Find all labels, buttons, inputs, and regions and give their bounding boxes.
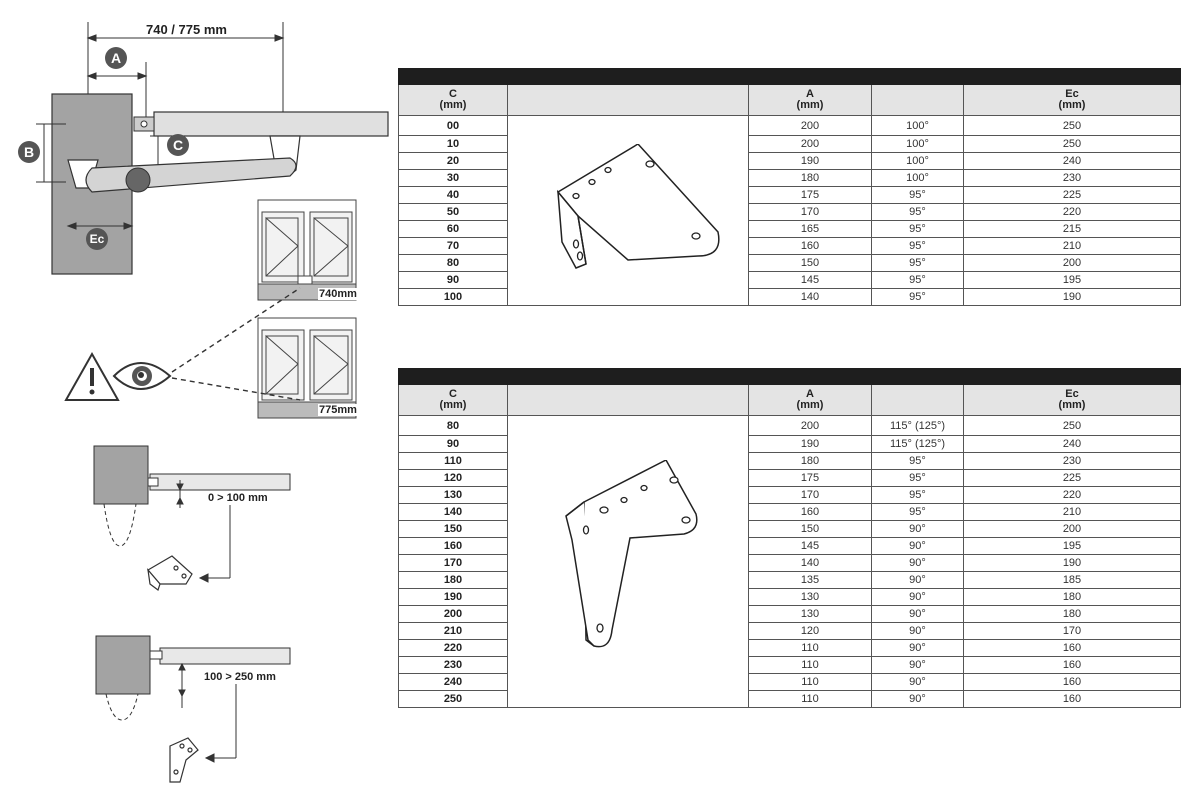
cell-angle: 90° [872,589,964,606]
cell-a: 190 [749,153,872,170]
cell-a: 110 [749,674,872,691]
small-bracket-tall [170,738,198,782]
cell-angle: 95° [872,470,964,487]
header-angle [872,385,964,416]
cell-a: 175 [749,187,872,204]
top-dimension-label: 740 / 775 mm [146,22,227,37]
spec-table-2 [398,368,1181,708]
bracket-image-cell [508,416,749,708]
cell-a: 120 [749,623,872,640]
cell-ec: 195 [964,538,1181,555]
cell-c: 20 [399,153,508,170]
cell-ec: 230 [964,170,1181,187]
cell-a: 160 [749,238,872,255]
table-1-title-bar [399,69,1181,85]
cell-ec: 190 [964,555,1181,572]
cell-angle: 90° [872,640,964,657]
cell-ec: 250 [964,136,1181,153]
cell-ec: 225 [964,187,1181,204]
label-a: A [105,47,127,69]
cell-angle: 90° [872,606,964,623]
gate-leaf [154,112,388,136]
cell-a: 180 [749,453,872,470]
bracket-tall-icon [548,460,708,660]
table-2-header [399,385,1181,416]
cell-a: 175 [749,470,872,487]
header-ec: Ec (mm) [964,385,1181,416]
cell-ec: 160 [964,640,1181,657]
cell-a: 140 [749,289,872,306]
cell-angle: 90° [872,657,964,674]
label-b: B [18,141,40,163]
cell-angle: 100° [872,170,964,187]
cell-angle: 100° [872,136,964,153]
cell-c: 110 [399,453,508,470]
cell-angle: 95° [872,504,964,521]
cell-c: 200 [399,606,508,623]
cell-a: 130 [749,589,872,606]
range-0-100-label: 0 > 100 mm [208,492,268,504]
cell-c: 90 [399,272,508,289]
cell-a: 200 [749,416,872,436]
cell-ec: 160 [964,657,1181,674]
cell-c: 30 [399,170,508,187]
cell-ec: 220 [964,204,1181,221]
cell-angle: 95° [872,272,964,289]
cell-c: 90 [399,436,508,453]
warning-icon [66,354,118,400]
cell-angle: 115° (125°) [872,436,964,453]
cell-ec: 200 [964,255,1181,272]
cell-c: 170 [399,555,508,572]
cell-a: 150 [749,521,872,538]
cell-angle: 90° [872,521,964,538]
label-ec: Ec [86,228,108,250]
cell-a: 135 [749,572,872,589]
cell-c: 70 [399,238,508,255]
header-a: A (mm) [749,385,872,416]
cell-a: 200 [749,136,872,153]
cell-angle: 95° [872,187,964,204]
motor-cap [126,168,150,192]
cell-ec: 250 [964,416,1181,436]
detail-0-100 [94,446,290,582]
cell-a: 180 [749,170,872,187]
table-1-header [399,85,1181,116]
cell-a: 190 [749,436,872,453]
header-c: C (mm) [399,385,508,416]
cell-angle: 115° (125°) [872,416,964,436]
cell-angle: 95° [872,238,964,255]
cell-ec: 200 [964,521,1181,538]
bracket-image-cell [508,116,749,306]
cell-c: 240 [399,674,508,691]
dimension-c-line [150,136,166,165]
cell-a: 130 [749,606,872,623]
cell-c: 160 [399,538,508,555]
cell-c: 130 [399,487,508,504]
header-ec: Ec (mm) [964,85,1181,116]
cell-c: 80 [399,255,508,272]
cell-ec: 250 [964,116,1181,136]
cell-ec: 160 [964,674,1181,691]
eye-icon [114,363,170,389]
cell-a: 200 [749,116,872,136]
cell-a: 165 [749,221,872,238]
cell-ec: 170 [964,623,1181,640]
cell-ec: 190 [964,289,1181,306]
cell-angle: 95° [872,453,964,470]
header-image [508,85,749,116]
header-a: A (mm) [749,85,872,116]
cell-ec: 240 [964,436,1181,453]
cell-angle: 95° [872,487,964,504]
cell-c: 100 [399,289,508,306]
cell-ec: 210 [964,238,1181,255]
cell-ec: 185 [964,572,1181,589]
cell-c: 80 [399,416,508,436]
cell-angle: 95° [872,204,964,221]
cell-ec: 220 [964,487,1181,504]
table-row [399,116,1181,136]
cell-c: 50 [399,204,508,221]
cell-ec: 230 [964,453,1181,470]
gate-view-775 [258,318,356,418]
installation-diagram [0,0,400,800]
cell-angle: 100° [872,153,964,170]
cell-angle: 90° [872,623,964,640]
gate-view-740 [258,200,356,300]
cell-a: 170 [749,487,872,504]
cell-c: 230 [399,657,508,674]
header-image [508,385,749,416]
cell-a: 145 [749,272,872,289]
view-740-label: 740mm [319,288,357,300]
table-row [399,416,1181,436]
cell-angle: 90° [872,538,964,555]
header-angle [872,85,964,116]
spec-table-1 [398,68,1181,306]
cell-angle: 95° [872,255,964,272]
cell-c: 210 [399,623,508,640]
small-bracket-flat [148,556,192,590]
cell-angle: 90° [872,691,964,708]
cell-c: 60 [399,221,508,238]
table-2-title-bar [399,369,1181,385]
view-775-label: 775mm [319,404,357,416]
cell-angle: 100° [872,116,964,136]
cell-c: 180 [399,572,508,589]
cell-c: 150 [399,521,508,538]
cell-ec: 195 [964,272,1181,289]
header-c: C (mm) [399,85,508,116]
cell-c: 120 [399,470,508,487]
cell-ec: 210 [964,504,1181,521]
cell-ec: 225 [964,470,1181,487]
cell-angle: 95° [872,221,964,238]
cell-c: 140 [399,504,508,521]
cell-a: 140 [749,555,872,572]
cell-a: 150 [749,255,872,272]
range-100-250-label: 100 > 250 mm [204,671,276,683]
cell-ec: 180 [964,589,1181,606]
cell-ec: 180 [964,606,1181,623]
cell-c: 10 [399,136,508,153]
cell-c: 40 [399,187,508,204]
cell-c: 190 [399,589,508,606]
cell-ec: 215 [964,221,1181,238]
cell-angle: 90° [872,555,964,572]
cell-c: 250 [399,691,508,708]
cell-a: 170 [749,204,872,221]
cell-a: 110 [749,691,872,708]
cell-a: 110 [749,657,872,674]
bracket-flat-icon [528,144,728,274]
cell-c: 220 [399,640,508,657]
cell-ec: 160 [964,691,1181,708]
cell-angle: 90° [872,674,964,691]
cell-a: 110 [749,640,872,657]
cell-angle: 95° [872,289,964,306]
cell-c: 00 [399,116,508,136]
cell-ec: 240 [964,153,1181,170]
cell-angle: 90° [872,572,964,589]
cell-a: 160 [749,504,872,521]
cell-a: 145 [749,538,872,555]
label-c: C [167,134,189,156]
